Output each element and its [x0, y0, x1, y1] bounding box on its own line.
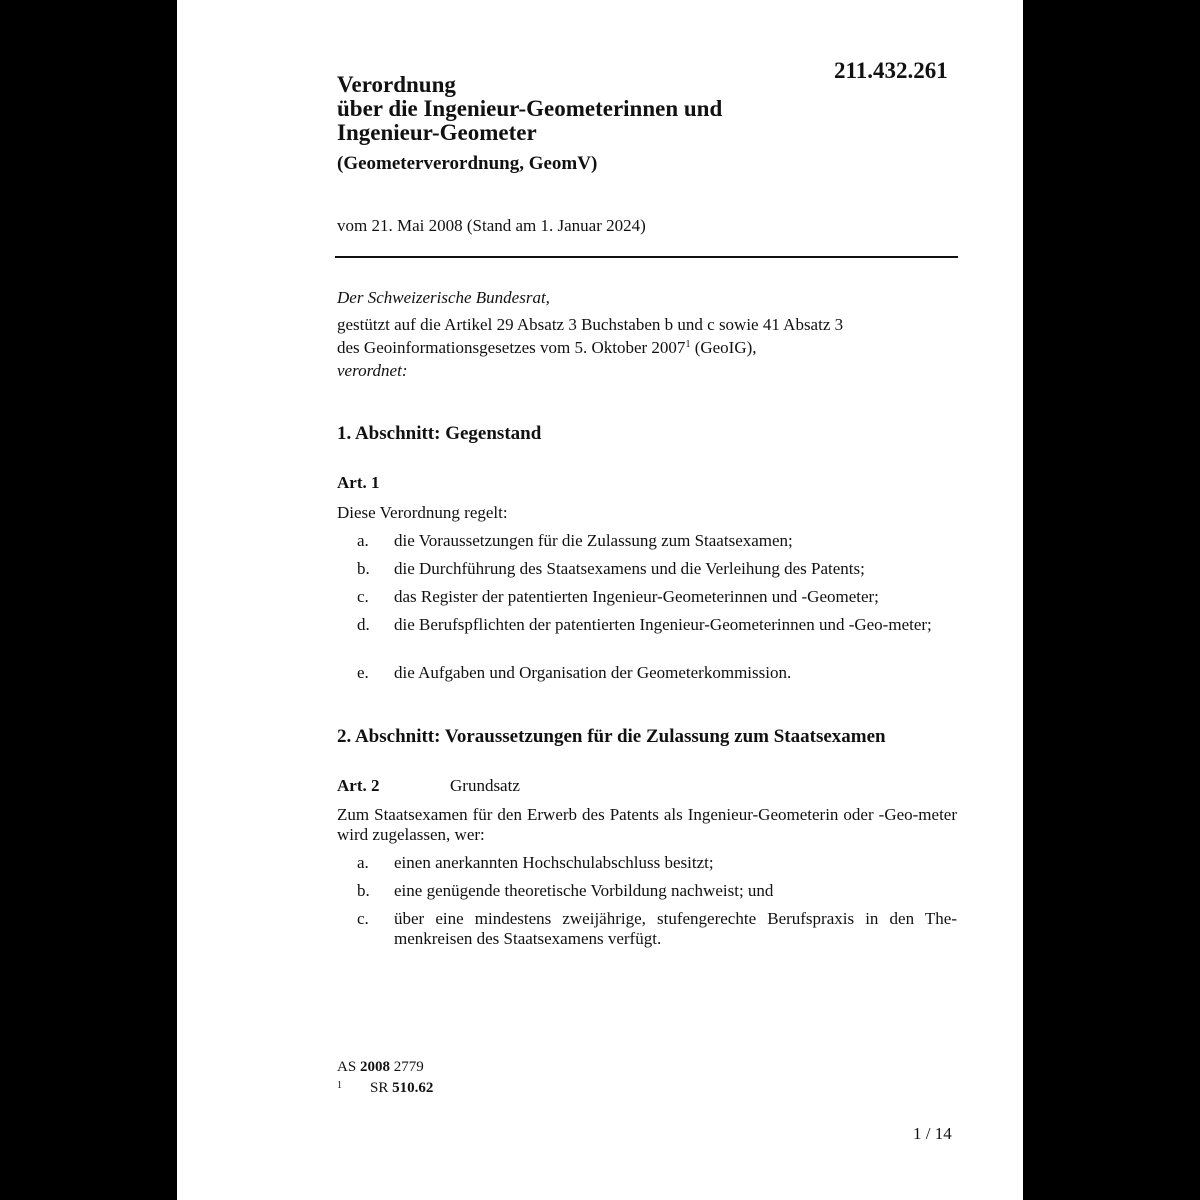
document-page: [177, 0, 1023, 1200]
list-text: die Durchführung des Staatsexamens und die Verleihung des Patents;: [394, 559, 865, 578]
sr-number: 211.432.261: [834, 58, 948, 83]
footnote-1: [337, 1080, 434, 1098]
list-text: über eine mindestens zweijährige, stufengerechte Berufspraxis in den The-menkreisen des Staatsexamens verfügt.: [394, 909, 957, 948]
page-indicator: 1 / 14: [913, 1124, 952, 1143]
as-prefix: AS: [337, 1059, 360, 1075]
list-letter: c.: [357, 909, 369, 928]
preamble-decree: verordnet:: [337, 361, 408, 380]
as-page: 2779: [389, 1059, 424, 1075]
list-letter: b.: [357, 559, 370, 578]
footnote-number: 1: [337, 1080, 342, 1091]
list-text: das Register der patentierten Ingenieur-Geometerinnen und -Geometer;: [394, 587, 879, 606]
document-date: vom 21. Mai 2008 (Stand am 1. Januar 2024): [337, 216, 646, 235]
title-line: Ingenieur-Geometer: [337, 120, 537, 145]
list-letter: d.: [357, 615, 370, 634]
as-reference: [337, 1059, 424, 1076]
title-line: Verordnung: [337, 72, 456, 97]
article-2-header: [337, 776, 637, 796]
footnote-text: [370, 1080, 433, 1097]
footnote-ref[interactable]: 1: [685, 339, 691, 350]
list-letter: a.: [357, 531, 369, 550]
section-heading-1: 1. Abschnitt: Gegenstand: [337, 423, 542, 444]
basis-text: des Geoinformationsgesetzes vom 5. Oktober 2007: [337, 338, 686, 357]
preamble-authority: Der Schweizerische Bundesrat,: [337, 288, 550, 307]
footnote-prefix: SR: [370, 1080, 393, 1096]
section-heading-2: 2. Abschnitt: Voraussetzungen für die Zulassung zum Staatsexamen: [337, 726, 886, 747]
document-title: [337, 73, 722, 145]
list-text: einen anerkannten Hochschulabschluss besitzt;: [394, 853, 714, 872]
article-2-intro: Zum Staatsexamen für den Erwerb des Patents als Ingenieur-Geometerin oder -Geo-meter wird zugelassen, wer:: [337, 805, 957, 844]
preamble-basis-line2: [337, 335, 757, 358]
list-text: die Aufgaben und Organisation der Geometerkommission.: [394, 663, 792, 682]
list-letter: b.: [357, 881, 370, 900]
list-text: eine genügende theoretische Vorbildung nachweist; und: [394, 881, 774, 900]
article-2-title: Grundsatz: [450, 776, 520, 795]
list-letter: a.: [357, 853, 369, 872]
article-2-label: Art. 2: [337, 776, 380, 795]
header-divider: [335, 256, 958, 258]
article-1-label: Art. 1: [337, 473, 380, 492]
basis-text-post: (GeoIG),: [690, 338, 757, 357]
list-text: die Voraussetzungen für die Zulassung zum Staatsexamen;: [394, 531, 793, 550]
list-text: die Berufspflichten der patentierten Ingenieur-Geometerinnen und -Geo-meter;: [394, 615, 932, 634]
list-letter: c.: [357, 587, 369, 606]
preamble-basis-line1: gestützt auf die Artikel 29 Absatz 3 Buchstaben b und c sowie 41 Absatz 3: [337, 315, 844, 334]
document-subtitle: (Geometerverordnung, GeomV): [337, 153, 598, 174]
article-1-intro: Diese Verordnung regelt:: [337, 503, 508, 522]
title-line: über die Ingenieur-Geometerinnen und: [337, 96, 723, 121]
as-year: 2008: [359, 1059, 390, 1075]
list-letter: e.: [357, 663, 369, 682]
footnote-sr: 510.62: [392, 1080, 434, 1096]
